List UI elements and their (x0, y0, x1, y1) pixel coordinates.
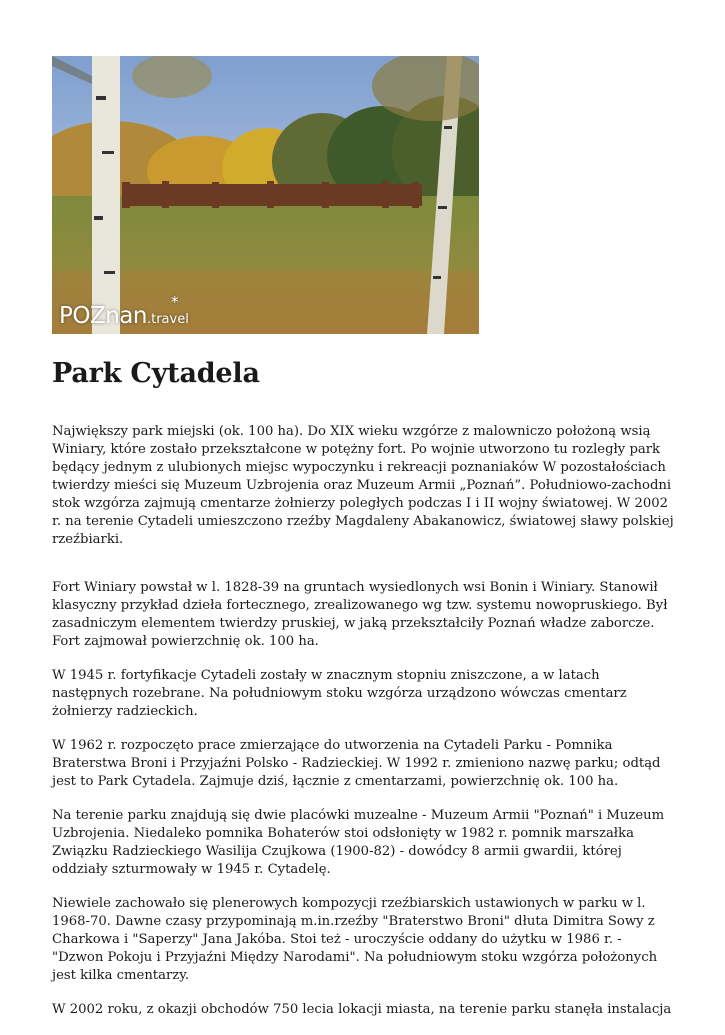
document-page (52, 56, 677, 1017)
park-photo (52, 56, 479, 334)
paragraph-5: Na terenie parku znajdują się dwie placówki muzealne - Muzeum Armii "Poznań" i Muzeum Uzbrojenia. Niedaleko pomnika Bohaterów stoi odsłonięty w 1982 r. pomnik marszałka Związku Radzieckiego Wasilija Czujkowa (1900-82) - dowódcy 8 armii gwardii, której oddziały szturmowały w 1945 r. Cytadelę. (52, 808, 665, 877)
paragraph-7: W 2002 roku, z okazji obchodów 750 lecia lokacji miasta, na terenie parku stanęła instalacja (52, 1002, 672, 1017)
article-body (52, 423, 677, 1035)
park-landscape-image (52, 56, 479, 334)
paragraph-4: W 1962 r. rozpoczęto prace zmierzające do utworzenia na Cytadeli Parku - Pomnika Braterstwa Broni i Przyjaźni Polsko - Radzieckiej. W 1992 r. zmieniono nazwę parku; odtąd jest to Park Cytadela. Zajmuje dziś, łącznie z cmentarzami, powierzchnię ok. 100 ha. (52, 738, 661, 789)
paragraph-1: Największy park miejski (ok. 100 ha). Do XIX wieku wzgórze z malowniczo położoną wsią Winiary, które zostało przekształcone w potężny fort. Po wojnie utworzono tu rozległy park będący jednym z ulubionych miejsc wypoczynku i rekreacji poznaniaków W pozostałościach twierdzy mieści się Muzeum Uzbrojenia oraz Muzeum Armii „Poznań”. Południowo-zachodni stok wzgórza zajmują cmentarze żołnierzy poległych podczas I i II wojny światowej. W 2002 r. na terenie Cytadeli umieszczono rzeźby Magdaleny Abakanowicz, światowej sławy polskiej rzeźbiarki. (52, 424, 674, 547)
page-title: Park Cytadela (52, 358, 260, 389)
paragraph-2: Fort Winiary powstał w l. 1828-39 na gruntach wysiedlonych wsi Bonin i Winiary. Stanowił klasyczny przykład dzieła fortecznego, zrealizowanego wg tzw. systemu nowopruskiego. Był zasadniczym elementem twierdzy pruskiej, w jaką przekształciły Poznań władze zaborcze. Fort zajmował powierzchnię ok. 100 ha. (52, 580, 668, 649)
paragraph-3: W 1945 r. fortyfikacje Cytadeli zostały w znacznym stopniu zniszczone, a w latach następnych rozebrane. Na południowym stoku wzgórza urządzono wówczas cmentarz żołnierzy radzieckich. (52, 668, 627, 719)
paragraph-6: Niewiele zachowało się plenerowych kompozycji rzeźbiarskich ustawionych w parku w l. 1968-70. Dawne czasy przypominają m.in.rzeźby "Braterstwo Broni" dłuta Dimitra Sowy z Charkowa i "Saperzy" Jana Jakóba. Stoi też - uroczyście oddany do użytku w 1986 r. - "Dzwon Pokoju i Przyjaźni Między Narodami". Na południowym stoku wzgórza położonych jest kilka cmentarzy. (52, 896, 658, 983)
logo-star-icon: * (171, 293, 178, 311)
logo-sub-text: .travel (146, 312, 189, 327)
poznan-travel-logo (59, 293, 189, 329)
logo-main-text: POZnan (59, 303, 147, 329)
